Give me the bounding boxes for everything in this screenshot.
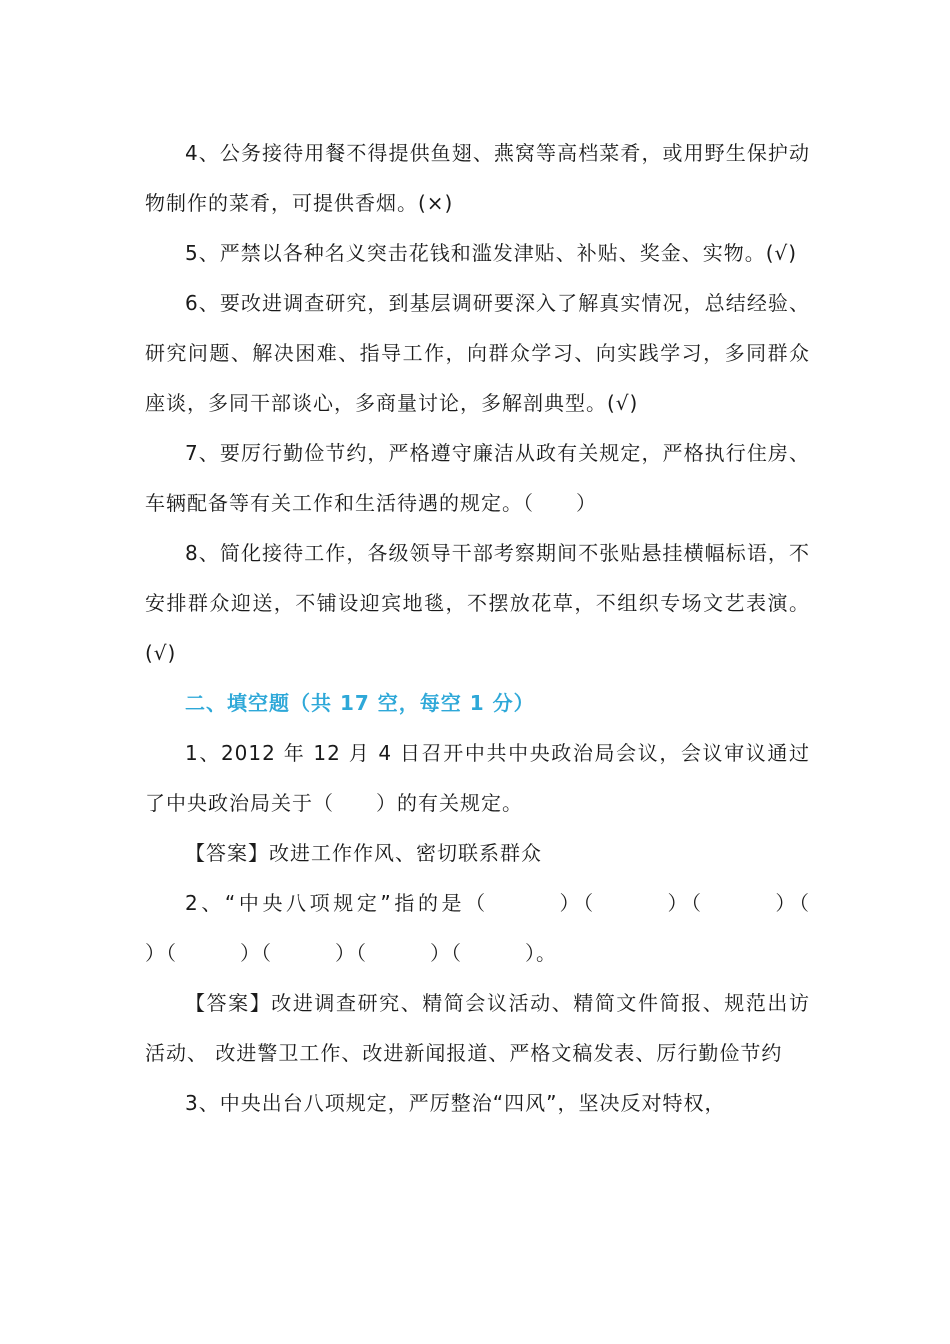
section-heading-fill-in: 二、填空题（共 17 空，每空 1 分） [185, 691, 535, 715]
question-3: 3、中央出台八项规定，严厉整治“四风”，坚决反对特权， [185, 1091, 726, 1115]
paragraph-item-6: 6、要改进调查研究，到基层调研要深入了解真实情况，总结经验、研究问题、解决困难、指导工作，向群众学习、向实践学习，多同群众座谈，多同干部谈心，多商量讨论，多解剖典型。(√) [145, 291, 810, 415]
paragraph-item-8: 8、简化接待工作，各级领导干部考察期间不张贴悬挂横幅标语，不安排群众迎送，不铺设迎宾地毯，不摆放花草，不组织专场文艺表演。(√) [145, 541, 810, 665]
answer-2: 【答案】改进调查研究、精简会议活动、精简文件简报、规范出访活动、 改进警卫工作、改进新闻报道、严格文稿发表、厉行勤俭节约 [145, 991, 810, 1065]
paragraph-item-4: 4、公务接待用餐不得提供鱼翅、燕窝等高档菜肴，或用野生保护动物制作的菜肴，可提供香烟。(×) [145, 141, 810, 215]
document-body [145, 128, 873, 1128]
question-2: 2、“中央八项规定”指的是（ ）（ ）（ ）（ ）（ ）（ ）（ ）（ ）。 [145, 891, 873, 965]
paragraph-item-5: 5、严禁以各种名义突击花钱和滥发津贴、补贴、奖金、实物。(√) [185, 241, 798, 265]
answer-1: 【答案】改进工作作风、密切联系群众 [185, 841, 542, 865]
question-1: 1、2012 年 12 月 4 日召开中共中央政治局会议，会议审议通过了中央政治局关于（ ）的有关规定。 [145, 741, 810, 815]
paragraph-item-7: 7、要厉行勤俭节约，严格遵守廉洁从政有关规定，严格执行住房、车辆配备等有关工作和生活待遇的规定。（ ） [145, 441, 810, 515]
